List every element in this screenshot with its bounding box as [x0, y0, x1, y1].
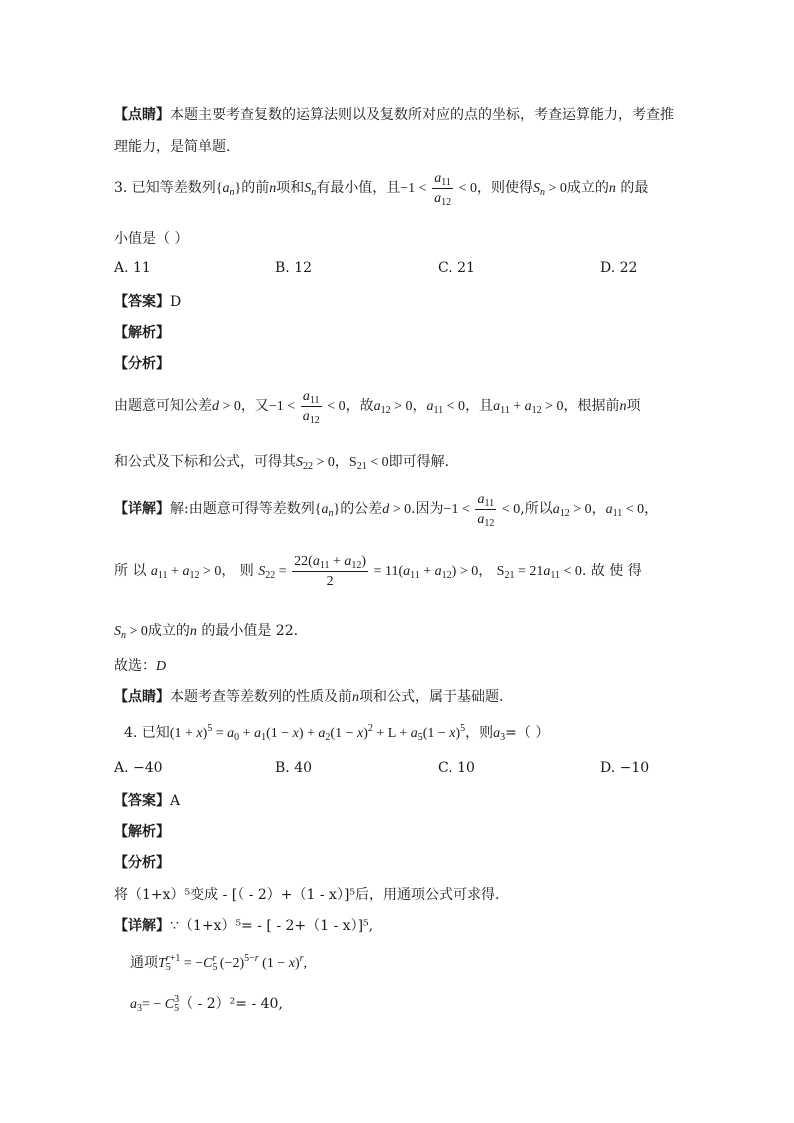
q3-dianjing: 【点睛】本题考查等差数列的性质及前n项和公式，属于基础题.	[114, 689, 504, 705]
q4-analysis: 将（1+x）⁵变成 - [（ - 2）+（1 - x）]⁵后，用通项公式可求得.	[114, 887, 500, 903]
option-c[interactable]: C. 21	[438, 260, 475, 276]
q2-dianjing-line2: 理能力，是简单题.	[114, 139, 231, 155]
condition-fraction: −1 < $\frac{a_{11}}{a_{12}}$ < 0	[400, 171, 477, 208]
q3-stem-line1: 3. 已知等差数列$\{a_n\}$的前n项和$S_n$有最小值，且−1 < $\frac{a_{11}}{a_{12}}$ < 0，则使得$S_n > 0$成立的n 的最	[114, 171, 649, 208]
q4-detail: 【详解】∵（1+x）⁵= - [ - 2+（1 - x）]⁵,	[114, 918, 374, 934]
q3-options	[0, 260, 794, 280]
q4-options	[0, 760, 794, 780]
q3-stem-line2: 小值是（ ）	[114, 231, 189, 247]
q4-a3: $a_3= - C_5^3( - 2)^2= - 40$,	[130, 994, 283, 1014]
q4-tongxiang: 通项$T_5^{r+1} = -C_5^r$ $(-2)^{5-r}$ $(1 - x)^r$,	[130, 953, 308, 973]
q3-detail-line1: 【详解】解:由题意可得等差数列$\{a_n\}$的公差d > 0.因为−1 < $\frac{a_{11}}{a_{12}}$ < 0,所以$a_{12} > 0$，$a_{11} < 0$，	[114, 492, 659, 529]
q4-answer: 【答案】A	[114, 793, 181, 809]
option-b[interactable]: B. 40	[275, 760, 313, 776]
q3-answer: 【答案】D	[114, 294, 182, 310]
q4-fenxi: 【分析】	[114, 855, 170, 871]
q2-dianjing-line1: 【点睛】本题主要考查复数的运算法则以及复数所对应的点的坐标，考查运算能力，考查推	[114, 107, 674, 123]
q4-jiexi: 【解析】	[114, 824, 170, 840]
option-a[interactable]: A. −40	[114, 760, 163, 776]
q3-detail-line3: $S_n > 0$成立的n 的最小值是 22.	[114, 623, 299, 641]
seq-an: $\{a_n\}$	[215, 181, 242, 199]
dianjing-tag: 【点睛】	[114, 107, 170, 123]
q4-stem: 4. 已知$(1 + x)^5 = a_0 + a_1(1 - x) + a_2(1 - x)^2 + L + a_5(1 - x)^5$，则$a_3=$（ ）	[124, 723, 550, 743]
option-d[interactable]: D. 22	[600, 260, 638, 276]
q3-jiexi: 【解析】	[114, 325, 170, 341]
option-b[interactable]: B. 12	[275, 260, 313, 276]
q3-detail-line2: 所 以 $a_{11} + a_{12} > 0$， 则 $S_{22}$ = $\frac{22(a_{11} + a_{12})}{2}$ = $11(a_{11} + a_{12}) > 0$， $S_{21} = 21a_{11} < 0$. 故 使 得	[114, 554, 642, 589]
q3-choose: 故选：D	[114, 658, 167, 674]
q3-analysis-line1: 由题意可知公差d > 0，又−1 < $\frac{a_{11}}{a_{12}}$ < 0，故$a_{12} > 0$，$a_{11} < 0$，且$a_{11} + a_{12} > 0$，根据前n项	[114, 389, 641, 426]
q3-analysis-line2: 和公式及下标和公式，可得其$S_{22} > 0$，$S_{21} < 0$即可得解.	[114, 454, 450, 472]
option-c[interactable]: C. 10	[438, 760, 475, 776]
q3-fenxi: 【分析】	[114, 356, 170, 372]
option-a[interactable]: A. 11	[114, 260, 151, 276]
option-d[interactable]: D. −10	[600, 760, 650, 776]
